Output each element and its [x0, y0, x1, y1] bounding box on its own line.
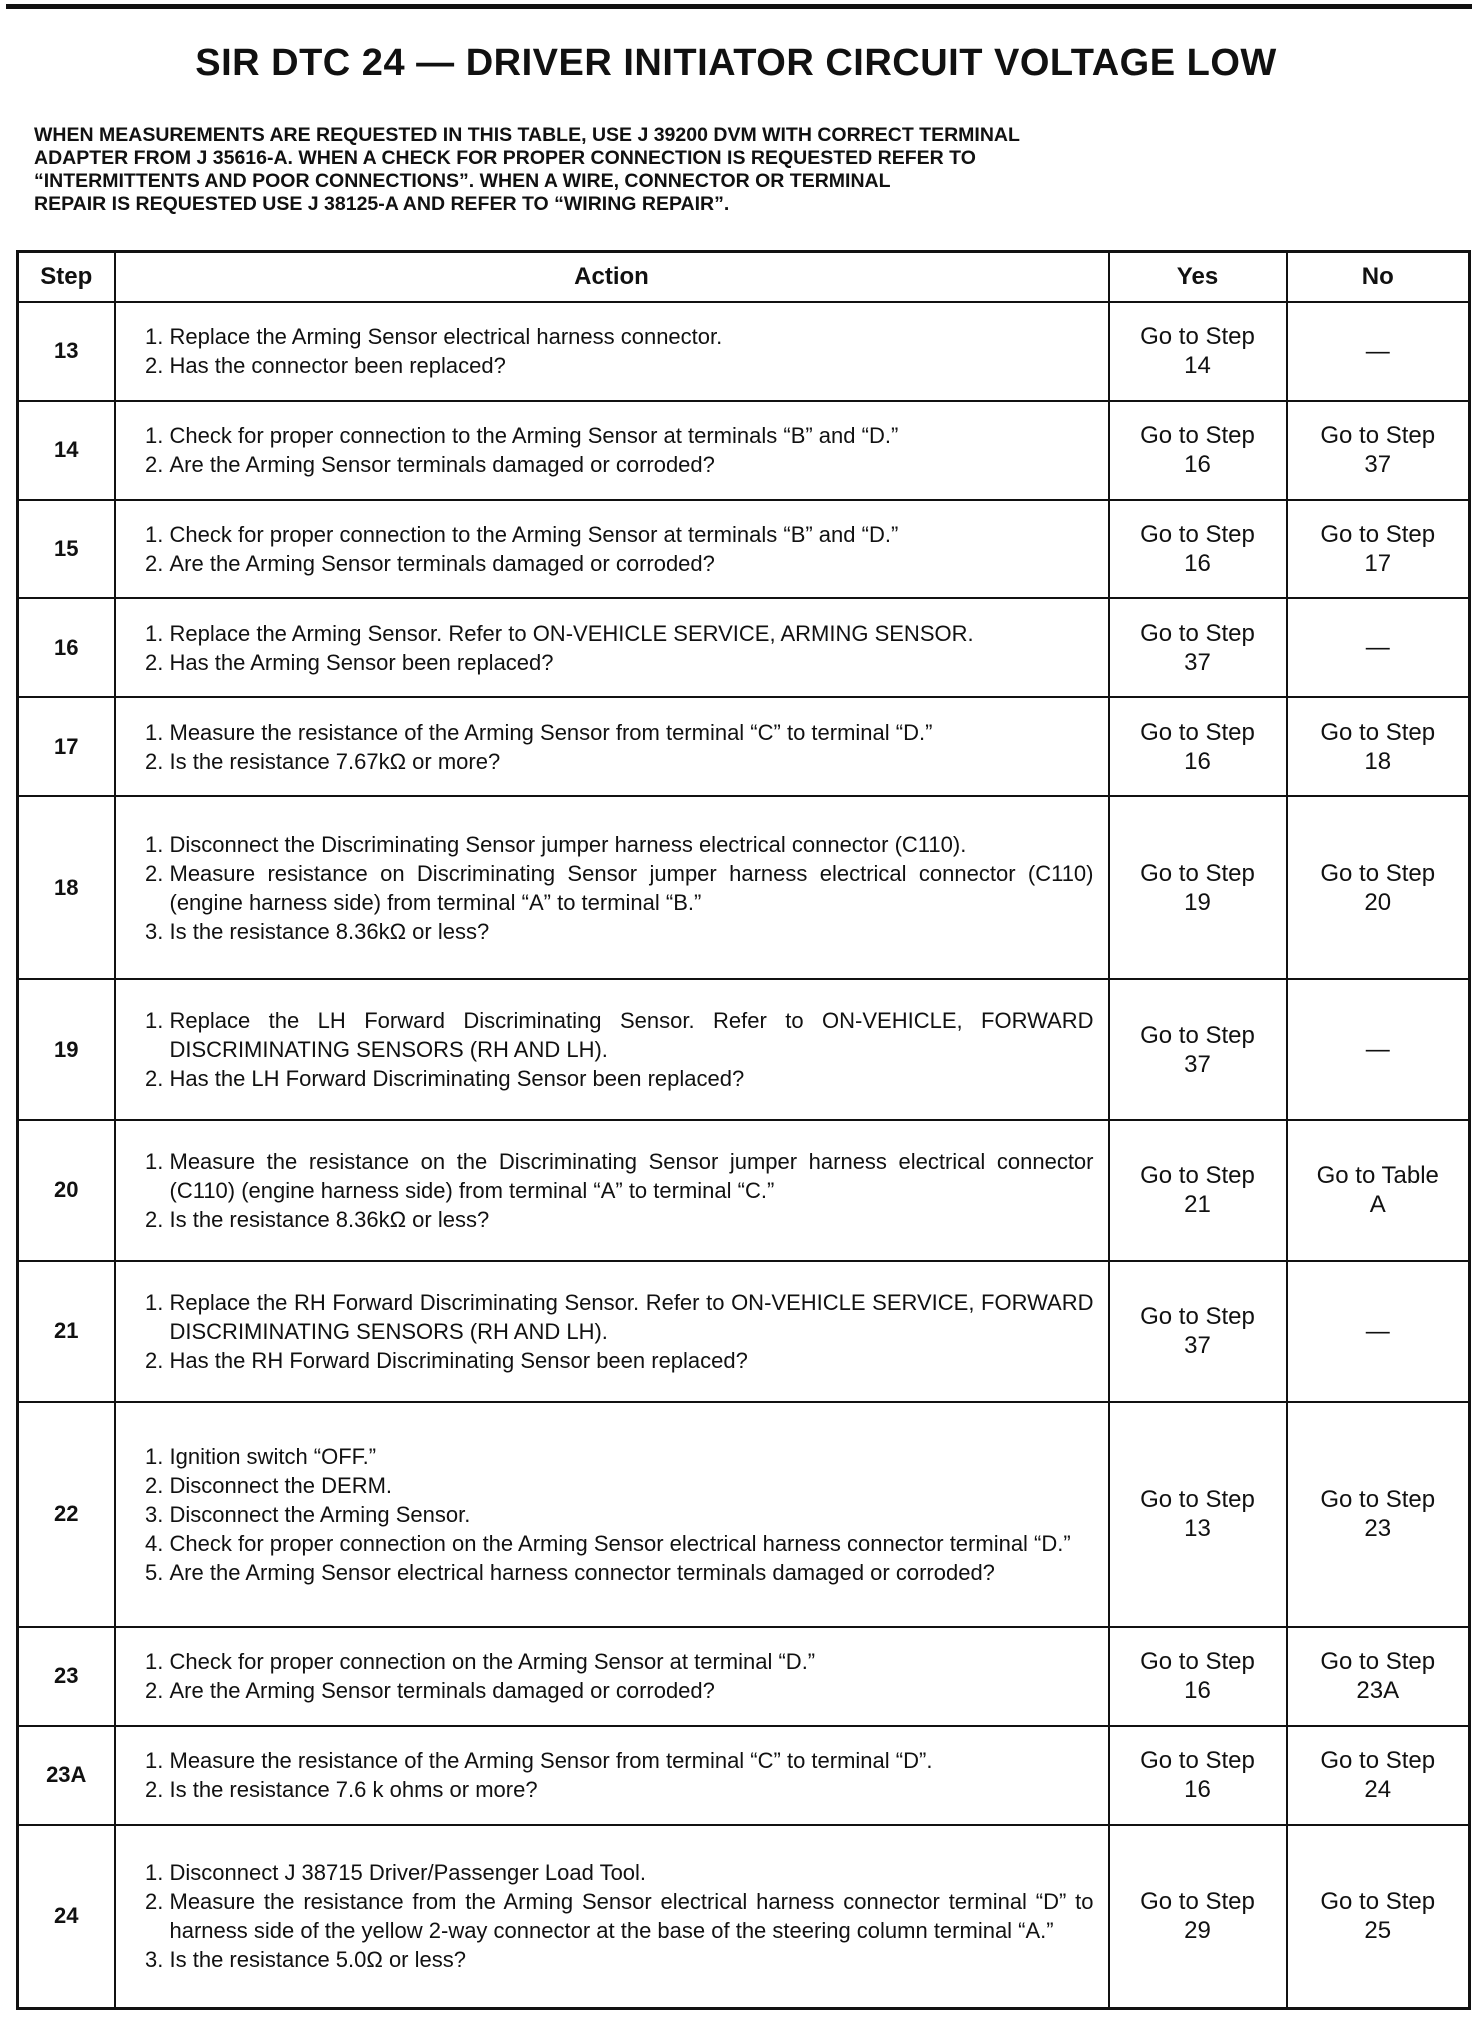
step-number: 15 — [18, 500, 115, 599]
yes-result-line: 14 — [1184, 352, 1211, 380]
no-result-line: — — [1365, 1036, 1390, 1063]
table-row — [18, 1825, 1470, 2009]
no-result-line: Go to Step — [1320, 1888, 1436, 1916]
action-list — [126, 619, 1094, 677]
no-result — [1287, 500, 1470, 599]
page-title: SIR DTC 24 — DRIVER INITIATOR CIRCUIT VOLTAGE LOW — [195, 42, 1277, 84]
yes-result-line: 16 — [1184, 549, 1211, 577]
action-item: 2. Is the resistance 7.67kΩ or more? — [170, 747, 1094, 776]
step-number: 24 — [18, 1825, 115, 2009]
action-list — [126, 1006, 1094, 1093]
no-result-line: 23A — [1356, 1677, 1400, 1705]
yes-result-line: 29 — [1184, 1917, 1211, 1945]
action-item: 2. Is the resistance 7.6 k ohms or more? — [170, 1775, 1094, 1804]
no-result — [1287, 1402, 1470, 1627]
yes-result — [1109, 1402, 1287, 1627]
action-item: 1. Check for proper connection on the Arming Sensor at terminal “D.” — [170, 1647, 1094, 1676]
yes-result-line: 21 — [1184, 1191, 1211, 1219]
action-item: 2. Are the Arming Sensor terminals damaged or corroded? — [170, 1676, 1094, 1705]
yes-result-line: Go to Step — [1140, 323, 1255, 351]
action-item: 1. Replace the RH Forward Discriminating Sensor. Refer to ON-VEHICLE SERVICE, FORWARD DISCRIMINATING SENSORS (RH AND LH). — [170, 1288, 1094, 1346]
action-item: 1. Ignition switch “OFF.” — [170, 1442, 1094, 1471]
yes-result — [1109, 1120, 1287, 1261]
yes-result-line: 37 — [1184, 1050, 1211, 1078]
no-result-line: Go to Step — [1320, 859, 1436, 887]
no-result — [1287, 697, 1470, 796]
action-item: 2. Measure the resistance from the Arming Sensor electrical harness connector terminal “D” to harness side of the yellow 2-way connector at the base of the steering column terminal “A.” — [170, 1887, 1094, 1945]
action-cell — [115, 1726, 1109, 1825]
step-number: 17 — [18, 697, 115, 796]
action-list — [126, 1858, 1094, 1974]
no-result — [1287, 1726, 1470, 1825]
instruction-line: “INTERMITTENTS AND POOR CONNECTIONS”. WHEN A WIRE, CONNECTOR OR TERMINAL — [34, 170, 891, 192]
table-row — [18, 500, 1470, 599]
action-item: 1. Replace the Arming Sensor. Refer to ON-VEHICLE SERVICE, ARMING SENSOR. — [170, 619, 1094, 648]
action-cell — [115, 796, 1109, 979]
yes-result-line: Go to Step — [1140, 1162, 1255, 1190]
action-cell — [115, 1825, 1109, 2009]
header-step: Step — [18, 252, 115, 303]
action-list — [126, 1147, 1094, 1234]
yes-result-line: 13 — [1184, 1515, 1211, 1543]
no-result — [1287, 1261, 1470, 1402]
no-result-line: 20 — [1364, 888, 1392, 916]
no-result-line: Go to Step — [1320, 520, 1436, 548]
yes-result — [1109, 1825, 1287, 2009]
instruction-line: ADAPTER FROM J 35616-A. WHEN A CHECK FOR PROPER CONNECTION IS REQUESTED REFER TO — [34, 147, 976, 169]
step-number: 19 — [18, 979, 115, 1120]
no-result-line: 23 — [1364, 1515, 1392, 1543]
action-item: 2. Has the Arming Sensor been replaced? — [170, 648, 1094, 677]
action-list — [126, 1288, 1094, 1375]
top-rule — [6, 4, 1472, 9]
yes-result — [1109, 1261, 1287, 1402]
yes-result — [1109, 796, 1287, 979]
yes-result-line: 16 — [1184, 451, 1211, 479]
action-item: 1. Replace the Arming Sensor electrical harness connector. — [170, 322, 1094, 351]
table-row — [18, 1261, 1470, 1402]
yes-result — [1109, 598, 1287, 697]
action-item: 1. Replace the LH Forward Discriminating Sensor. Refer to ON-VEHICLE, FORWARD DISCRIMINATING SENSORS (RH AND LH). — [170, 1006, 1094, 1064]
action-item: 3. Disconnect the Arming Sensor. — [170, 1500, 1094, 1529]
yes-result-line: 16 — [1184, 747, 1211, 775]
yes-result-line: Go to Step — [1140, 520, 1255, 548]
no-result-line: Go to Step — [1320, 1648, 1436, 1676]
action-list — [126, 322, 1094, 380]
no-result-line: — — [1365, 634, 1390, 662]
action-item: 2. Has the RH Forward Discriminating Sensor been replaced? — [170, 1346, 1094, 1375]
no-result — [1287, 302, 1470, 401]
table-header-row — [18, 252, 1470, 303]
no-result — [1287, 1627, 1470, 1726]
yes-result — [1109, 401, 1287, 500]
step-number: 14 — [18, 401, 115, 500]
action-item: 2. Disconnect the DERM. — [170, 1471, 1094, 1500]
instructions-block — [34, 124, 1414, 216]
step-number: 21 — [18, 1261, 115, 1402]
no-result — [1287, 1120, 1470, 1261]
no-result-line: Go to Step — [1320, 1486, 1436, 1514]
yes-result-line: Go to Step — [1140, 1747, 1255, 1775]
no-result — [1287, 401, 1470, 500]
step-number: 22 — [18, 1402, 115, 1627]
yes-result-line: Go to Step — [1140, 1648, 1255, 1676]
action-cell — [115, 697, 1109, 796]
table-row — [18, 979, 1470, 1120]
no-result-line: — — [1365, 1317, 1390, 1345]
yes-result-line: Go to Step — [1140, 422, 1255, 450]
action-cell — [115, 1120, 1109, 1261]
action-cell — [115, 979, 1109, 1120]
yes-result-line: Go to Step — [1140, 1021, 1255, 1049]
yes-result-line: Go to Step — [1140, 1888, 1255, 1916]
yes-result-line: 16 — [1184, 1776, 1211, 1804]
action-list — [126, 1746, 1094, 1804]
yes-result-line: Go to Step — [1140, 859, 1255, 887]
action-list — [126, 1442, 1094, 1587]
no-result — [1287, 979, 1470, 1120]
header-yes: Yes — [1109, 252, 1287, 303]
yes-result-line: Go to Step — [1140, 619, 1255, 647]
no-result-line: 25 — [1364, 1917, 1392, 1945]
action-item: 1. Check for proper connection to the Arming Sensor at terminals “B” and “D.” — [170, 421, 1094, 450]
table-row — [18, 1402, 1470, 1627]
yes-result-line: Go to Step — [1140, 718, 1255, 746]
yes-result-line: Go to Step — [1140, 1486, 1255, 1514]
no-result-line: 37 — [1364, 451, 1392, 479]
action-item: 5. Are the Arming Sensor electrical harness connector terminals damaged or corroded? — [170, 1558, 1094, 1587]
action-item: 4. Check for proper connection on the Arming Sensor electrical harness connector terminal “D.” — [170, 1529, 1094, 1558]
table-row — [18, 697, 1470, 796]
yes-result — [1109, 697, 1287, 796]
action-item: 3. Is the resistance 5.0Ω or less? — [170, 1945, 1094, 1974]
table-row — [18, 598, 1470, 697]
table-row — [18, 401, 1470, 500]
action-item: 1. Measure the resistance of the Arming Sensor from terminal “C” to terminal “D”. — [170, 1746, 1094, 1775]
action-item: 1. Disconnect the Discriminating Sensor jumper harness electrical connector (C110). — [170, 830, 1094, 859]
diagnostic-table — [16, 250, 1471, 2010]
action-list — [126, 718, 1094, 776]
action-list — [126, 520, 1094, 578]
action-item: 1. Measure the resistance on the Discriminating Sensor jumper harness electrical connector (C110) (engine harness side) from terminal “A” to terminal “C.” — [170, 1147, 1094, 1205]
yes-result — [1109, 1726, 1287, 1825]
no-result-line: 24 — [1364, 1776, 1392, 1804]
yes-result — [1109, 302, 1287, 401]
no-result-line: A — [1369, 1191, 1386, 1219]
table-body — [18, 302, 1470, 2009]
action-item: 2. Measure resistance on Discriminating Sensor jumper harness electrical connector (C110) (engine harness side) from terminal “A” to terminal “B.” — [170, 859, 1094, 917]
action-cell — [115, 1627, 1109, 1726]
no-result — [1287, 1825, 1470, 2009]
action-list — [126, 1647, 1094, 1705]
action-cell — [115, 401, 1109, 500]
yes-result-line: 37 — [1184, 648, 1211, 676]
instruction-line: WHEN MEASUREMENTS ARE REQUESTED IN THIS TABLE, USE J 39200 DVM WITH CORRECT TERMINAL — [34, 124, 1020, 146]
table-row — [18, 796, 1470, 979]
action-item: 1. Disconnect J 38715 Driver/Passenger Load Tool. — [170, 1858, 1094, 1887]
table-row — [18, 1726, 1470, 1825]
yes-result-line: Go to Step — [1140, 1303, 1255, 1331]
yes-result — [1109, 500, 1287, 599]
action-item: 3. Is the resistance 8.36kΩ or less? — [170, 917, 1094, 946]
yes-result-line: 16 — [1184, 1677, 1211, 1705]
table-row — [18, 1627, 1470, 1726]
action-list — [126, 421, 1094, 479]
action-cell — [115, 1402, 1109, 1627]
step-number: 23A — [18, 1726, 115, 1825]
yes-result-line: 19 — [1184, 888, 1211, 916]
no-result-line: — — [1365, 337, 1390, 365]
step-number: 23 — [18, 1627, 115, 1726]
action-cell — [115, 302, 1109, 401]
action-item: 2. Are the Arming Sensor terminals damaged or corroded? — [170, 549, 1094, 578]
header-no: No — [1287, 252, 1470, 303]
no-result-line: Go to Step — [1320, 718, 1436, 746]
step-number: 16 — [18, 598, 115, 697]
yes-result — [1109, 979, 1287, 1120]
yes-result — [1109, 1627, 1287, 1726]
action-cell — [115, 500, 1109, 599]
action-item: 2. Are the Arming Sensor terminals damaged or corroded? — [170, 450, 1094, 479]
action-cell — [115, 1261, 1109, 1402]
instruction-line: REPAIR IS REQUESTED USE J 38125-A AND REFER TO “WIRING REPAIR”. — [34, 193, 730, 215]
action-cell — [115, 598, 1109, 697]
action-item: 2. Has the LH Forward Discriminating Sensor been replaced? — [170, 1064, 1094, 1093]
action-item: 2. Is the resistance 8.36kΩ or less? — [170, 1205, 1094, 1234]
no-result-line: Go to Step — [1320, 1747, 1436, 1775]
action-list — [126, 830, 1094, 946]
step-number: 20 — [18, 1120, 115, 1261]
action-item: 2. Has the connector been replaced? — [170, 351, 1094, 380]
step-number: 18 — [18, 796, 115, 979]
action-item: 1. Check for proper connection to the Arming Sensor at terminals “B” and “D.” — [170, 520, 1094, 549]
no-result — [1287, 598, 1470, 697]
header-action: Action — [115, 252, 1109, 303]
yes-result-line: 37 — [1184, 1332, 1211, 1360]
action-item: 1. Measure the resistance of the Arming Sensor from terminal “C” to terminal “D.” — [170, 718, 1094, 747]
no-result-line: Go to Table — [1316, 1162, 1439, 1190]
table-row — [18, 1120, 1470, 1261]
no-result — [1287, 796, 1470, 979]
step-number: 13 — [18, 302, 115, 401]
table-row — [18, 302, 1470, 401]
no-result-line: Go to Step — [1320, 422, 1436, 450]
no-result-line: 18 — [1364, 747, 1392, 775]
no-result-line: 17 — [1364, 549, 1392, 577]
